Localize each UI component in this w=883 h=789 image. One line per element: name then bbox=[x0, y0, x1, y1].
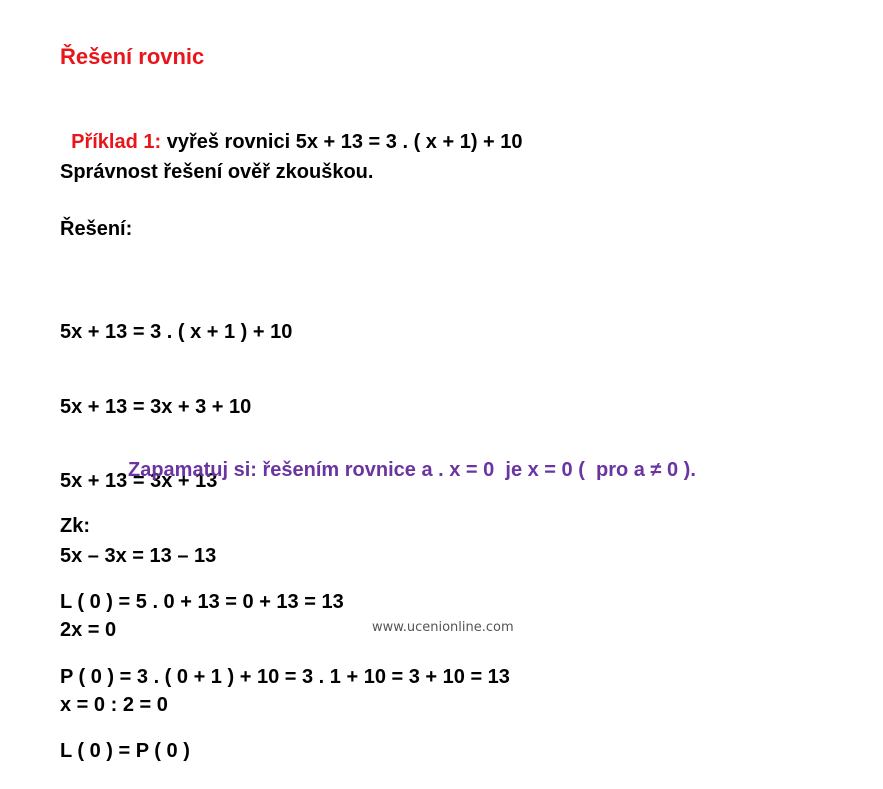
reminder-note: Zapamatuj si: řešením rovnice a . x = 0 je x = 0 ( pro a ≠ 0 ). bbox=[128, 459, 696, 481]
check-line: L ( 0 ) = P ( 0 ) bbox=[60, 740, 190, 763]
page-title: Řešení rovnic bbox=[60, 44, 205, 69]
solution-step: 5x – 3x = 13 – 13 bbox=[60, 544, 217, 567]
solution-step: x = 0 : 2 = 0 bbox=[60, 693, 168, 716]
example-text: vyřeš rovnici 5x + 13 = 3 . ( x + 1) + 10 bbox=[161, 131, 523, 153]
solution-heading: Řešení: bbox=[60, 218, 133, 240]
check-lines bbox=[60, 541, 510, 789]
solution-step: 5x + 13 = 3x + 3 + 10 bbox=[60, 395, 252, 418]
solution-step: 5x + 13 = 3x + 13 bbox=[60, 470, 218, 493]
verify-instruction: Správnost řešení ověř zkouškou. bbox=[60, 161, 374, 183]
solution-step: 5x + 13 = 3 . ( x + 1 ) + 10 bbox=[60, 321, 293, 343]
check-line: P ( 0 ) = 3 . ( 0 + 1 ) + 10 = 3 . 1 + 10 = 3 + 10 = 13 bbox=[60, 665, 510, 688]
example-label: Příklad 1: bbox=[71, 131, 162, 153]
check-line: L ( 0 ) = 5 . 0 + 13 = 0 + 13 = 13 bbox=[60, 591, 344, 613]
check-heading: Zk: bbox=[60, 515, 90, 537]
example-statement bbox=[60, 106, 523, 154]
footer-url: www.ucenionline.com bbox=[372, 620, 514, 635]
solution-step: 2x = 0 bbox=[60, 619, 117, 642]
